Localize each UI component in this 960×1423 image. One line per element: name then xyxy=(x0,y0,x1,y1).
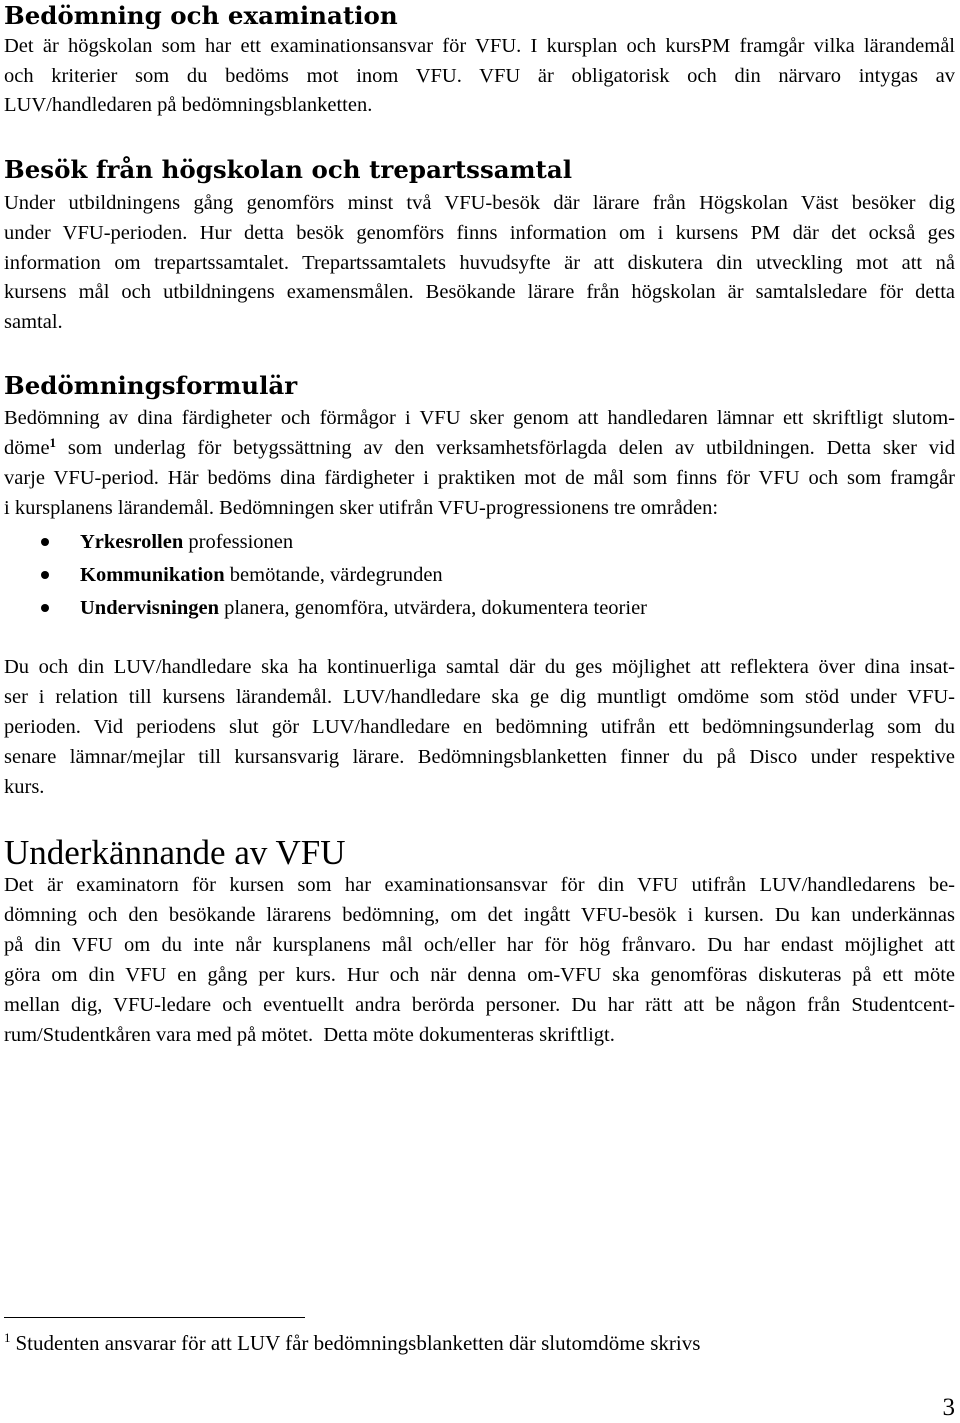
bullet-icon xyxy=(41,538,49,546)
list-item xyxy=(0,527,955,557)
bullet-icon xyxy=(41,571,49,579)
paragraph-line: rum/Studentkåren vara med på mötet. Detta möte dokumenteras skriftligt. xyxy=(4,1024,615,1046)
list-item-text xyxy=(80,593,647,623)
list-item xyxy=(0,593,955,623)
paragraph-line: varje VFU-period. Här bedöms dina färdigheter i praktiken mot de mål som finns för VFU och som framgår xyxy=(4,467,955,489)
list-item-term: Yrkesrollen xyxy=(80,531,184,553)
line-text: döme xyxy=(4,437,50,459)
section-heading: Bedömning och examination xyxy=(4,1,398,30)
paragraph-line: och kriterier som du bedöms mot inom VFU. VFU är obligatorisk och din närvaro intygas av xyxy=(4,65,955,87)
footnote-text: Studenten ansvarar för att LUV får bedömningsblanketten där slutomdöme skrivs xyxy=(15,1331,701,1355)
line-text: som underlag för betygssättning av den verksamhetsförlagda delen av utbildningen. Detta sker vid xyxy=(56,437,955,459)
paragraph-line: Under utbildningens gång genomförs minst två VFU-besök där lärare från Högskolan Väst besöker dig xyxy=(4,192,955,214)
list-item-description: planera, genomföra, utvärdera, dokumentera teorier xyxy=(224,597,648,619)
paragraph-line xyxy=(4,433,955,463)
paragraph-line: Det är examinatorn för kursen som har examinationsansvar för din VFU utifrån LUV/handledarens be- xyxy=(4,874,955,896)
list-item-description: professionen xyxy=(188,531,294,553)
footnote-reference: 1 xyxy=(49,435,57,450)
paragraph-line: kurs. xyxy=(4,776,45,798)
paragraph-line: information om trepartssamtalet. Trepartssamtalets huvudsyfte är att diskutera din utveckling mot att nå xyxy=(4,252,955,274)
paragraph-line: samtal. xyxy=(4,311,63,333)
paragraph-line: mellan dig, VFU-ledare och eventuellt andra berörda personer. Du har rätt att be någon från Studentcent- xyxy=(4,994,955,1016)
list-item-term: Kommunikation xyxy=(80,564,225,586)
list-item-text xyxy=(80,560,443,590)
footnote xyxy=(4,1331,700,1355)
paragraph-line: Bedömning av dina färdigheter och förmågor i VFU sker genom att handledaren lämnar ett skriftligt slutom- xyxy=(4,407,955,429)
paragraph-line: göra om din VFU en gång per kurs. Hur och när denna om-VFU ska genomföras diskuteras på ett möte xyxy=(4,964,955,986)
paragraph-line: senare lämnar/mejlar till kursansvarig lärare. Bedömningsblanketten finner du på Disco under respektive xyxy=(4,746,955,768)
page-number: 3 xyxy=(942,1394,955,1421)
section-heading: Underkännande av VFU xyxy=(4,833,346,872)
footnote-marker: 1 xyxy=(4,1330,11,1345)
section-heading: Bedömningsformulär xyxy=(4,371,298,400)
list-item-description: bemötande, värdegrunden xyxy=(229,564,443,586)
paragraph-line: Det är högskolan som har ett examinationsansvar för VFU. I kursplan och kursPM framgår vilka lärandemål xyxy=(4,35,955,57)
paragraph-line: på din VFU om du inte når kursplanens mål och/eller har för hög frånvaro. Du har endast möjlighet att xyxy=(4,934,955,956)
paragraph-line: under VFU-perioden. Hur detta besök genomförs finns information om i kursens PM där det också ges xyxy=(4,222,955,244)
footnote-separator xyxy=(4,1317,305,1318)
bullet-icon xyxy=(41,604,49,612)
list-item-text xyxy=(80,527,293,557)
paragraph-line: LUV/handledaren på bedömningsblanketten. xyxy=(4,94,373,116)
list-item-term: Undervisningen xyxy=(80,597,219,619)
paragraph-line: Du och din LUV/handledare ska ha kontinuerliga samtal där du ges möjlighet att reflektera över dina insat- xyxy=(4,656,955,678)
paragraph-line: kursens mål och utbildningens examensmålen. Besökande lärare från högskolan är samtalsledare för detta xyxy=(4,281,955,303)
section-heading: Besök från högskolan och trepartssamtal xyxy=(4,155,573,184)
paragraph-line: i kursplanens lärandemål. Bedömningen sker utifrån VFU-progressionens tre områden: xyxy=(4,497,719,519)
list-item xyxy=(0,560,955,590)
paragraph-line: dömning och den besökande lärarens bedömning, om det ingått VFU-besök i kursen. Du kan underkännas xyxy=(4,904,955,926)
paragraph-line: ser i relation till kursens lärandemål. LUV/handledare ska ge dig muntligt omdöme som stöd under VFU- xyxy=(4,686,955,708)
paragraph-line: perioden. Vid periodens slut gör LUV/handledare en bedömning utifrån ett bedömningsunderlag som du xyxy=(4,716,955,738)
